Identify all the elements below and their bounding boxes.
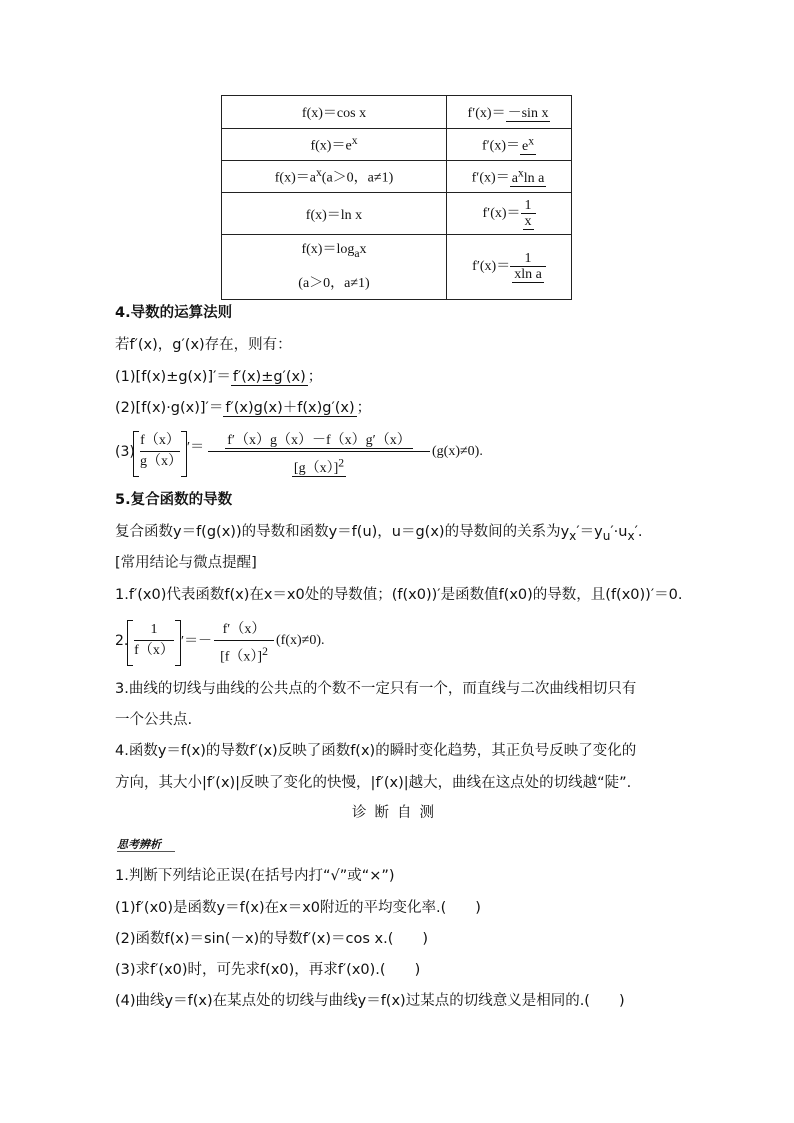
derivative-prefix: f′(x)＝	[467, 106, 506, 121]
log-base: a	[354, 246, 360, 260]
note-3-line-1: 3.曲线的切线与曲线的公共点的个数不一定只有一个，而直线与二次曲线相切只有	[115, 681, 637, 697]
denominator-base: [f（x）]	[220, 649, 263, 665]
quotient-denominator	[208, 451, 430, 480]
answer-denominator: x	[524, 214, 532, 229]
derivative-fraction	[510, 251, 546, 283]
section-heading: 4.导数的运算法则	[115, 305, 233, 321]
inner-numerator: 1	[150, 622, 158, 637]
derivative-prefix: f′(x)＝	[482, 205, 521, 221]
function-cell	[222, 161, 447, 193]
note-2-label: 2.	[115, 633, 129, 649]
left-bracket	[133, 431, 139, 477]
table-row	[222, 161, 572, 193]
subscript: u	[602, 528, 611, 543]
quotient-rule-label: (3)	[115, 444, 135, 460]
inner-fraction	[134, 620, 174, 661]
prime-equals: ′＝－	[181, 634, 213, 649]
rule-left: (1)[f(x)±g(x)]′＝	[115, 369, 231, 385]
rule-end: ；	[307, 369, 323, 385]
answer-denominator	[292, 456, 346, 477]
rule-answer: f′(x)g(x)＋f(x)g′(x)	[225, 400, 355, 416]
question-4: (4)曲线y＝f(x)在某点处的切线与曲线y＝f(x)过某点的切线意义是相同的.( )	[115, 993, 625, 1009]
exponent: x	[351, 134, 358, 148]
exponent: x	[315, 166, 322, 180]
derivative-prefix: f′(x)＝	[471, 170, 510, 186]
question-1: (1)f′(x0)是函数y＝f(x)在x＝x0附近的平均变化率.( )	[115, 900, 481, 916]
derivative-answer	[510, 166, 547, 187]
derivative-cell	[447, 161, 572, 193]
quotient-numerator	[208, 431, 430, 451]
derivative-cell	[447, 129, 572, 161]
chain-text: ′.	[634, 524, 643, 540]
function-text: f(x)＝ln x	[305, 207, 363, 223]
quotient-fraction	[208, 431, 430, 480]
function-text: f(x)＝a	[274, 170, 316, 186]
exponent: x	[517, 166, 524, 180]
function-text: f(x)＝e	[310, 138, 352, 154]
exponent: 2	[262, 645, 268, 658]
section-heading: 5.复合函数的导数	[115, 492, 233, 508]
chain-text: ′＝y	[576, 524, 603, 540]
derivative-answer	[520, 134, 536, 155]
inner-denominator: g（x）	[140, 451, 180, 472]
diagnostic-title: 诊断自测	[352, 805, 442, 821]
function-cell	[222, 96, 447, 129]
answer-base: a	[511, 170, 518, 186]
rules-intro: 若f′(x)，g′(x)存在，则有：	[115, 337, 292, 353]
function-text: f(x)＝cos x	[301, 106, 367, 121]
answer-numerator: f′（x）g（x）－f（x）g′（x）	[227, 433, 411, 448]
derivative-answer: －sin x	[507, 106, 549, 121]
rule-answer: f′(x)±g′(x)	[232, 369, 306, 385]
fraction-denominator	[521, 213, 536, 229]
question-2: (2)函数f(x)＝sin(－x)的导数f′(x)＝cos x.( )	[115, 931, 429, 947]
chain-rule-text	[115, 522, 643, 546]
function-cell	[222, 235, 447, 300]
note-2-condition: (f(x)≠0).	[276, 633, 325, 648]
function-condition: (a＞0，a≠1)	[321, 170, 394, 186]
rule-left: (2)[f(x)·g(x)]′＝	[115, 400, 224, 416]
function-argument: x	[359, 242, 367, 257]
answer-base: e	[522, 138, 529, 154]
inner-numerator: f（x）	[140, 433, 180, 448]
sum-rule	[115, 367, 322, 387]
exponent: x	[528, 134, 535, 148]
function-condition: (a＞0，a≠1)	[298, 275, 370, 291]
derivative-prefix: f′(x)＝	[481, 138, 520, 154]
product-rule	[115, 398, 371, 418]
question-intro: 1.判断下列结论正误(在括号内打“√”或“×”)	[115, 868, 395, 884]
table-row	[222, 193, 572, 235]
fraction-denominator	[510, 266, 546, 282]
derivative-fraction	[521, 198, 536, 230]
rule-end: ；	[356, 400, 372, 416]
derivative-cell	[447, 96, 572, 129]
function-cell	[222, 193, 447, 235]
subscript: x	[569, 528, 577, 543]
function-cell	[222, 129, 447, 161]
derivative-cell	[447, 193, 572, 235]
fraction-numerator: 1	[524, 251, 532, 266]
tag-label: 思考辨析	[117, 838, 175, 852]
derivative-prefix: f′(x)＝	[472, 259, 511, 275]
answer-denominator: xln a	[514, 267, 542, 283]
note-4-line-2: 方向，其大小|f′(x)|反映了变化的快慢，|f′(x)|越大，曲线在这点处的切线越“陡”.	[115, 775, 632, 791]
fraction-denominator	[214, 640, 274, 669]
fraction-numerator: f′（x）	[222, 622, 266, 637]
note-3-line-2: 一个公共点.	[115, 712, 193, 728]
chain-text: ′·u	[610, 524, 628, 540]
left-bracket	[127, 620, 133, 666]
denominator-base: [g（x）]	[293, 460, 339, 476]
exponent: 2	[338, 456, 345, 469]
chain-text: 复合函数y＝f(g(x))的导数和函数y＝f(u)，u＝g(x)的导数间的关系为y	[115, 524, 570, 540]
table-row	[222, 235, 572, 300]
subscript: x	[627, 528, 635, 543]
note-1: 1.f′(x0)代表函数f(x)在x＝x0处的导数值；(f(x0))′是函数值f(x0)的导数，且(f(x0))′＝0.	[115, 587, 683, 603]
table-row	[222, 96, 572, 129]
thinking-tag	[117, 834, 175, 855]
fraction-numerator: 1	[524, 197, 532, 213]
derivative-table	[221, 95, 572, 300]
derivative-cell	[447, 235, 572, 300]
function-text: f(x)＝log	[301, 242, 355, 257]
inner-fraction	[140, 431, 180, 472]
quotient-condition: (g(x)≠0).	[432, 444, 483, 459]
answer-tail: ln a	[523, 170, 545, 186]
table-row	[222, 129, 572, 161]
note-4-line-1: 4.函数y＝f(x)的导数f′(x)反映了函数f(x)的瞬时变化趋势，其正负号反映了变化的	[115, 743, 637, 759]
prime-equals: ′＝	[187, 440, 205, 455]
inner-denominator: f（x）	[134, 640, 174, 661]
notes-heading: [常用结论与微点提醒]	[115, 555, 257, 571]
question-3: (3)求f′(x0)时，可先求f(x0)，再求f′(x0).( )	[115, 962, 421, 978]
note-2-fraction	[214, 620, 274, 669]
